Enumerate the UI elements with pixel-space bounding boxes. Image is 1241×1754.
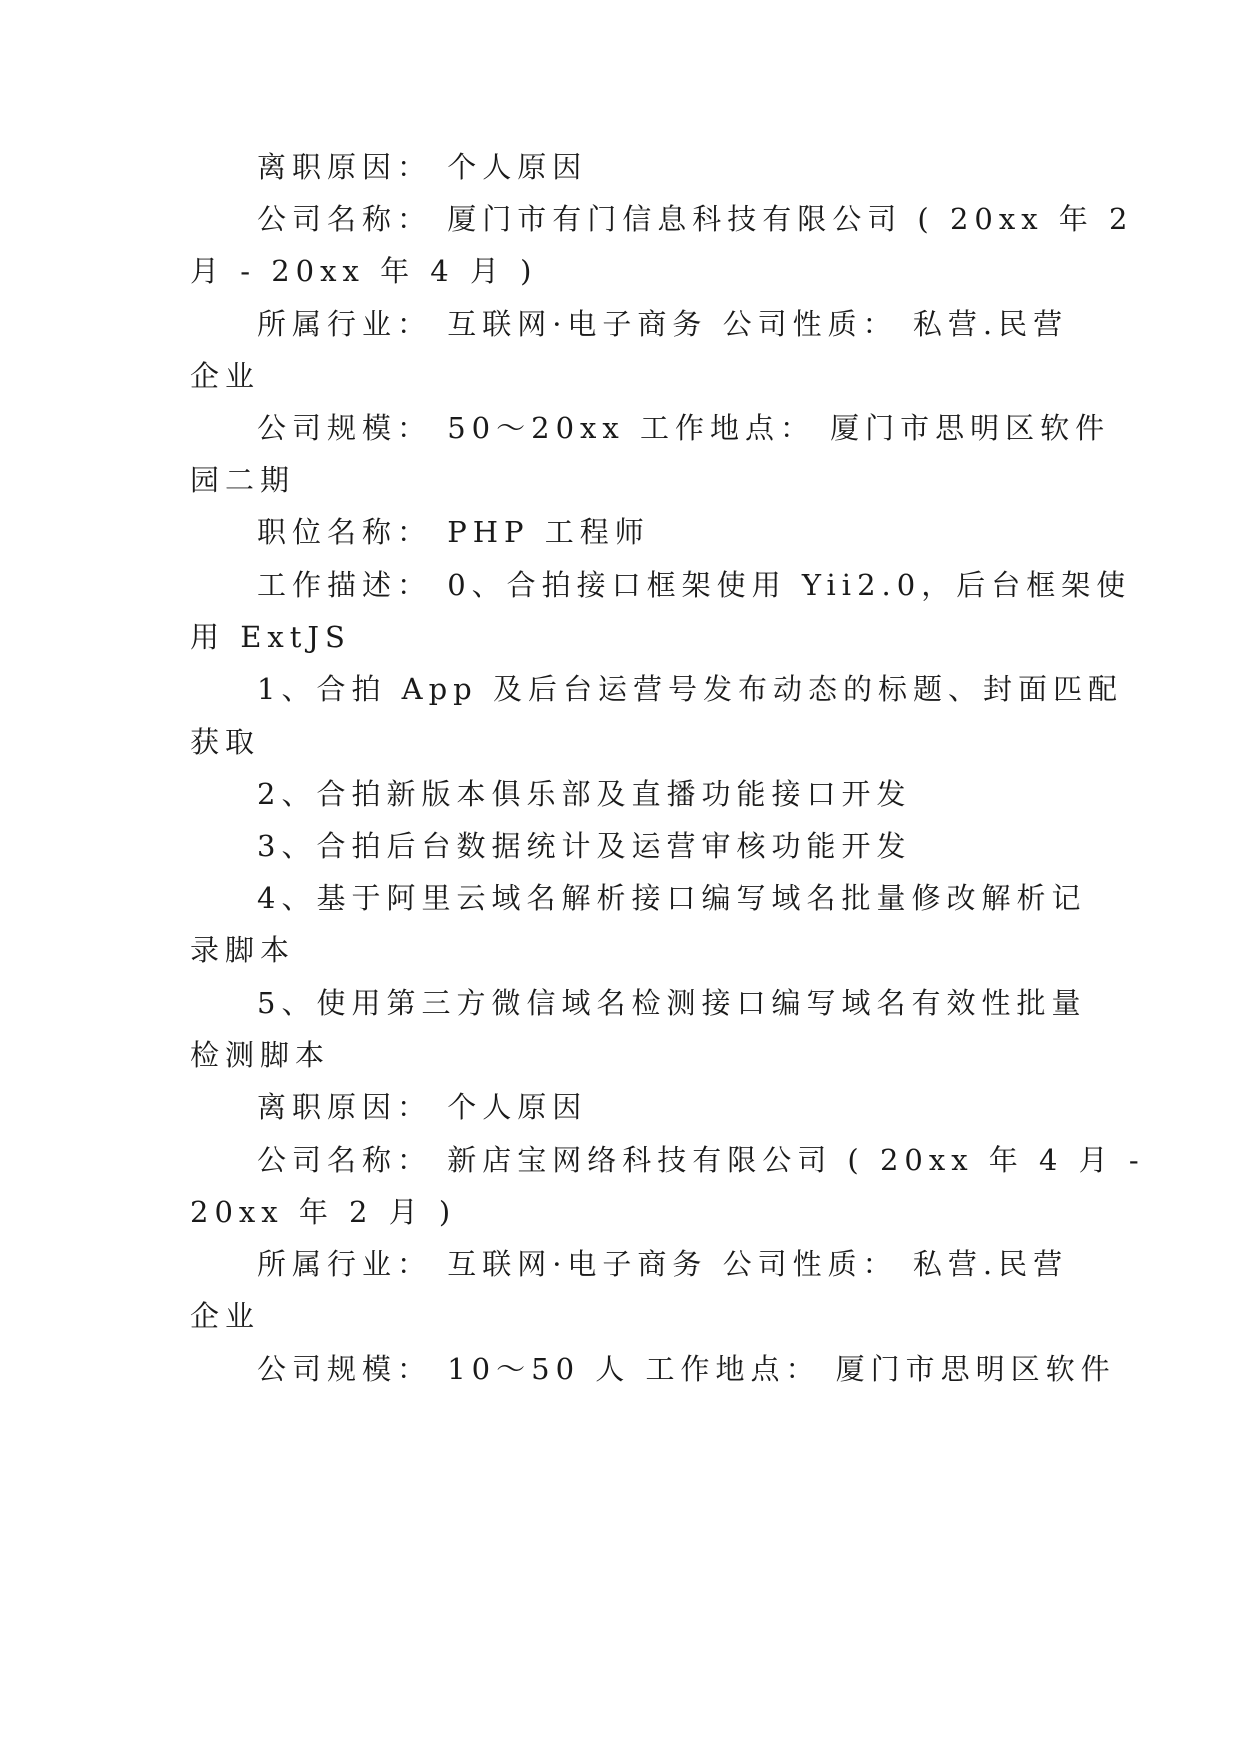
text-line: 所属行业： 互联网·电子商务 公司性质： 私营.民营 bbox=[257, 307, 1069, 341]
text-line: 公司名称： 新店宝网络科技有限公司 ( 20xx 年 4 月 - bbox=[257, 1143, 1145, 1177]
text-line: 2、合拍新版本俱乐部及直播功能接口开发 bbox=[257, 777, 912, 811]
text-line: 5、使用第三方微信域名检测接口编写域名有效性批量 bbox=[257, 986, 1087, 1020]
text-line: 月 - 20xx 年 4 月 ) bbox=[190, 254, 538, 288]
text-line: 企业 bbox=[190, 1299, 261, 1333]
text-line: 企业 bbox=[190, 359, 261, 393]
text-line: 用 ExtJS bbox=[190, 620, 351, 654]
text-line: 3、合拍后台数据统计及运营审核功能开发 bbox=[257, 829, 912, 863]
text-line: 离职原因： 个人原因 bbox=[257, 1090, 588, 1124]
text-line: 公司规模： 50～20xx 工作地点： 厦门市思明区软件 bbox=[257, 411, 1111, 445]
text-line: 园二期 bbox=[190, 463, 296, 497]
text-line: 工作描述： 0、合拍接口框架使用 Yii2.0，后台框架使 bbox=[257, 568, 1132, 602]
text-line: 检测脚本 bbox=[190, 1038, 331, 1072]
text-line: 录脚本 bbox=[190, 933, 296, 967]
text-line: 获取 bbox=[190, 725, 261, 759]
text-line: 所属行业： 互联网·电子商务 公司性质： 私营.民营 bbox=[257, 1247, 1069, 1281]
text-line: 1、合拍 App 及后台运营号发布动态的标题、封面匹配 bbox=[257, 672, 1123, 706]
text-line: 4、基于阿里云域名解析接口编写域名批量修改解析记 bbox=[257, 881, 1087, 915]
text-line: 离职原因： 个人原因 bbox=[257, 150, 588, 184]
text-line: 公司规模： 10～50 人 工作地点： 厦门市思明区软件 bbox=[257, 1352, 1116, 1386]
text-line: 公司名称： 厦门市有门信息科技有限公司 ( 20xx 年 2 bbox=[257, 202, 1134, 236]
text-line: 20xx 年 2 月 ) bbox=[190, 1195, 457, 1229]
text-line: 职位名称： PHP 工程师 bbox=[257, 515, 650, 549]
